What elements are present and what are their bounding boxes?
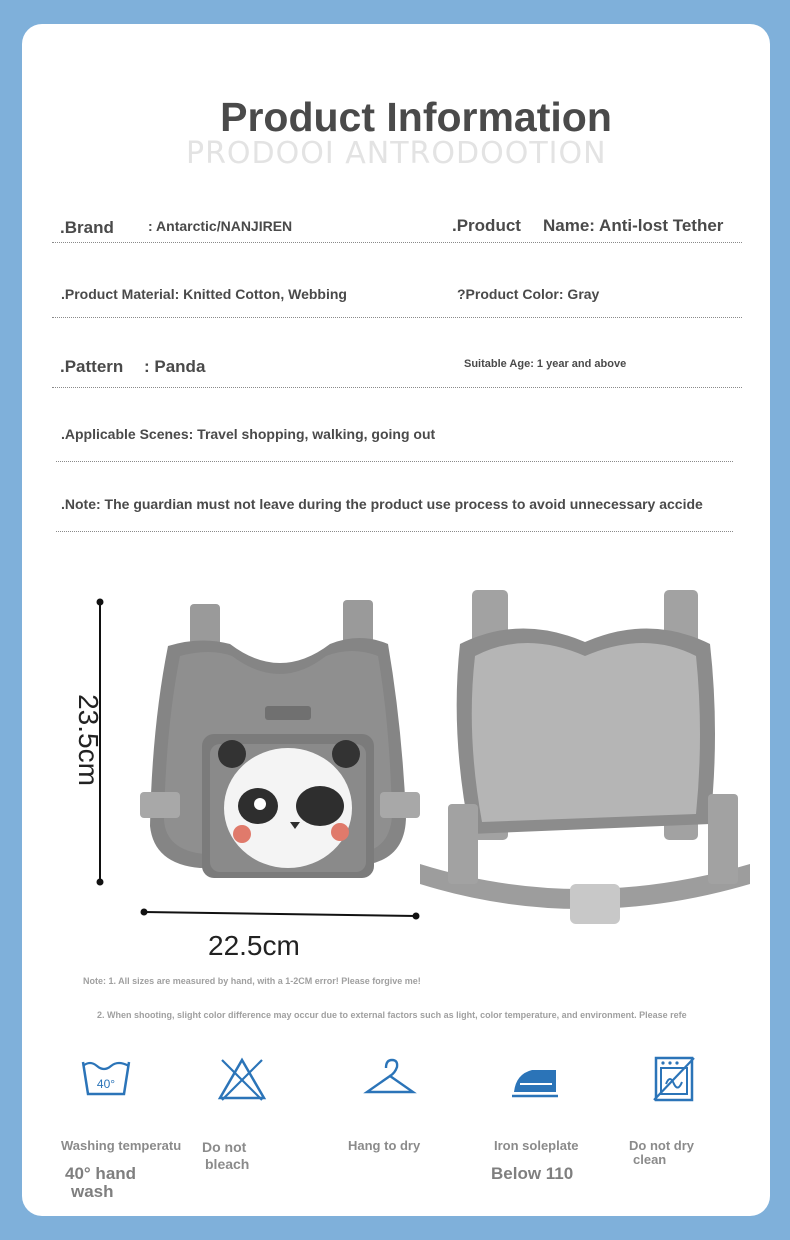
care-label-bleach-2: bleach <box>205 1156 250 1172</box>
brand-key: .Brand <box>60 218 114 237</box>
width-line <box>144 912 416 916</box>
page-subtitle: PRODOOI ANTRODOOTION <box>186 136 607 171</box>
care-sub-iron: Below 110 <box>491 1164 574 1183</box>
care-label-bleach-1: Do not <box>202 1139 247 1155</box>
iron-icon <box>506 1054 562 1102</box>
no-dry-clean-icon <box>646 1054 702 1102</box>
care-label-dryclean-1: Do not dry <box>629 1138 694 1153</box>
scenes-text: .Applicable Scenes: Travel shopping, walking, going out <box>61 426 436 442</box>
height-line-top-dot <box>97 599 104 606</box>
care-label-wash: Washing temperatu <box>61 1138 182 1153</box>
height-label: 23.5cm <box>72 694 104 786</box>
wash-temp-text: 40° <box>96 1077 116 1091</box>
width-line-left-dot <box>141 909 148 916</box>
width-label: 22.5cm <box>208 930 300 961</box>
note-text: .Note: The guardian must not leave during the product use process to avoid unnecessary accide <box>61 496 703 512</box>
care-label-iron: Iron soleplate <box>494 1138 579 1153</box>
care-sub-wash-2: wash <box>71 1182 114 1201</box>
page-title: Product Information <box>220 94 612 140</box>
product-value: Name: Anti-lost Tether <box>543 216 724 235</box>
care-label-dryclean-2: clean <box>633 1152 667 1167</box>
care-sub-wash-1: 40° hand <box>65 1164 137 1183</box>
pattern-key: .Pattern <box>60 357 124 376</box>
material-text: .Product Material: Knitted Cotton, Webbing <box>61 286 347 302</box>
pattern-value: : Panda <box>144 357 206 376</box>
washing-40-icon <box>78 1054 134 1102</box>
product-key: .Product <box>452 216 521 235</box>
note-line-2: 2. When shooting, slight color difference may occur due to external factors such as light, color temperature, and environment. Please refe <box>97 1010 687 1020</box>
care-label-hang: Hang to dry <box>348 1138 421 1153</box>
age-text: Suitable Age: 1 year and above <box>464 358 627 370</box>
width-line-right-dot <box>413 913 420 920</box>
height-line-bottom-dot <box>97 879 104 886</box>
vest-back-image <box>420 584 750 944</box>
vest-front-image <box>140 596 422 888</box>
note-line-1: Note: 1. All sizes are measured by hand, with a 1-2CM error! Please forgive me! <box>83 976 421 986</box>
brand-value: : Antarctic/NANJIREN <box>148 218 293 234</box>
do-not-bleach-icon <box>214 1054 270 1102</box>
hang-dry-icon <box>362 1054 418 1102</box>
color-text: ?Product Color: Gray <box>457 286 600 302</box>
product-card <box>22 24 770 1216</box>
